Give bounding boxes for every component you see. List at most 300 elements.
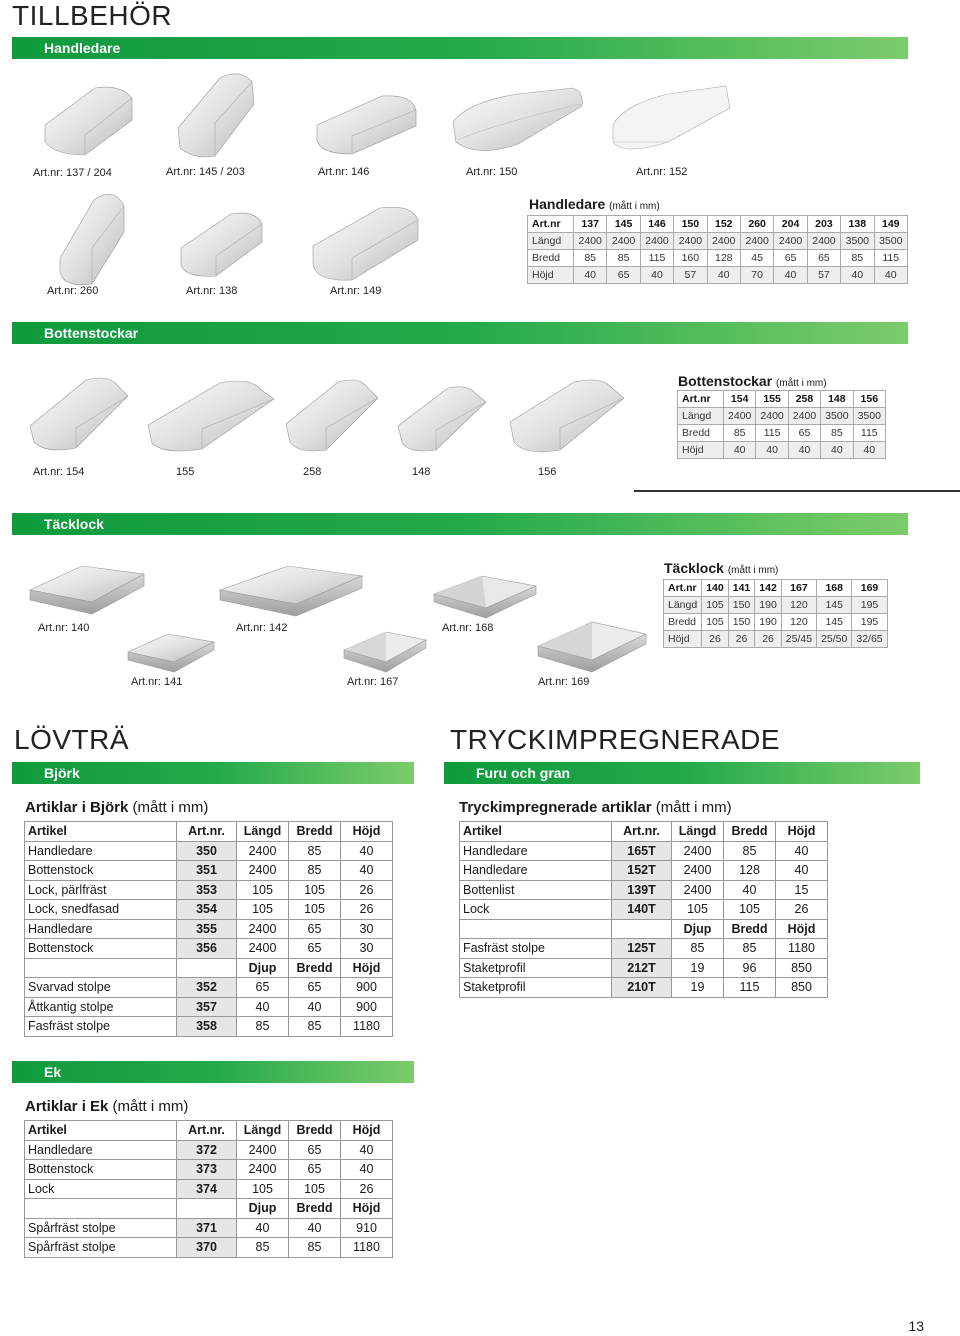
table-cell: 57: [674, 267, 707, 284]
artnr-cell: 350: [177, 841, 237, 861]
width-cell: Bredd: [724, 822, 776, 842]
table-row: [460, 939, 828, 959]
width-cell: 65: [289, 919, 341, 939]
artnr-cell: 165T: [612, 841, 672, 861]
bjork-articles-table: [24, 821, 393, 1037]
table-cell: 25/45: [781, 631, 816, 648]
width-cell: 65: [289, 1140, 341, 1160]
table-header-row: [678, 391, 886, 408]
table-cell: 115: [853, 425, 885, 442]
table-row: [460, 880, 828, 900]
width-cell: Bredd: [289, 1199, 341, 1219]
table-cell: 137: [574, 216, 607, 233]
table-row: [678, 408, 886, 425]
table-cell: 140: [702, 580, 729, 597]
artnr-cell: 354: [177, 900, 237, 920]
width-cell: 85: [289, 1017, 341, 1037]
row-label: Höjd: [664, 631, 702, 648]
article-cell: Bottenstock: [25, 939, 177, 959]
caption-art-150: Art.nr: 150: [466, 166, 518, 178]
table-row: [528, 233, 908, 250]
table-row: [25, 1140, 393, 1160]
artnr-cell: 351: [177, 861, 237, 881]
article-cell: Lock, pärlfräst: [25, 880, 177, 900]
height-cell: 910: [341, 1218, 393, 1238]
table-header-row: [25, 822, 393, 842]
table-cell: 2400: [674, 233, 707, 250]
section-bar-ek: Ek: [12, 1061, 414, 1083]
artnr-cell: 374: [177, 1179, 237, 1199]
handrail-profile-image: [176, 206, 268, 282]
table-cell: 26: [702, 631, 729, 648]
length-cell: 85: [237, 1238, 289, 1258]
article-cell: Handledare: [25, 1140, 177, 1160]
table-cell: 105: [702, 614, 729, 631]
bottom-rail-image: [506, 374, 628, 458]
tryck-table-title: Tryckimpregnerade artiklar (mått i mm): [459, 799, 732, 816]
height-cell: 40: [341, 1160, 393, 1180]
caption-art-168: Art.nr: 168: [442, 622, 494, 634]
table-cell: 152: [707, 216, 740, 233]
row-label: Höjd: [528, 267, 574, 284]
caption-art-140: Art.nr: 140: [38, 622, 90, 634]
table-cell: 115: [756, 425, 788, 442]
article-cell: Artikel: [25, 822, 177, 842]
height-cell: 850: [776, 978, 828, 998]
artnr-cell: [612, 919, 672, 939]
table-row: [25, 841, 393, 861]
height-cell: 26: [341, 900, 393, 920]
article-cell: Handledare: [25, 841, 177, 861]
length-cell: 2400: [237, 861, 289, 881]
table-cell: 155: [756, 391, 788, 408]
table-row: [460, 958, 828, 978]
handrail-profile-image: [312, 90, 422, 160]
table-cell: 195: [852, 597, 887, 614]
caption-art-141: Art.nr: 141: [131, 676, 183, 688]
artnr-cell: 370: [177, 1238, 237, 1258]
length-cell: Längd: [237, 822, 289, 842]
table-row: [460, 978, 828, 998]
article-cell: Lock: [460, 900, 612, 920]
length-cell: 85: [237, 1017, 289, 1037]
table-cell: 128: [707, 250, 740, 267]
artnr-cell: Art.nr.: [177, 822, 237, 842]
article-cell: [460, 919, 612, 939]
table-cell: 65: [607, 267, 640, 284]
table-row: [460, 861, 828, 881]
length-cell: 105: [672, 900, 724, 920]
table-row: [25, 900, 393, 920]
caption-art-260: Art.nr: 260: [47, 285, 99, 297]
table-cell: 65: [774, 250, 807, 267]
table-cell: 26: [755, 631, 782, 648]
bjork-table-title: Artiklar i Björk (mått i mm): [25, 799, 209, 816]
caption-art-167: Art.nr: 167: [347, 676, 399, 688]
article-cell: Handledare: [460, 861, 612, 881]
width-cell: Bredd: [289, 822, 341, 842]
length-cell: 2400: [672, 880, 724, 900]
tacklock-spec-table: [663, 579, 888, 648]
length-cell: 2400: [672, 841, 724, 861]
width-cell: 40: [724, 880, 776, 900]
article-cell: Svarvad stolpe: [25, 978, 177, 998]
length-cell: 2400: [237, 841, 289, 861]
article-cell: Fasfräst stolpe: [460, 939, 612, 959]
length-cell: 19: [672, 978, 724, 998]
length-cell: 19: [672, 958, 724, 978]
height-cell: Höjd: [341, 1199, 393, 1219]
height-cell: 1180: [341, 1017, 393, 1037]
table-cell: 2400: [724, 408, 756, 425]
width-cell: Bredd: [289, 958, 341, 978]
height-cell: Höjd: [341, 958, 393, 978]
table-cell: 148: [821, 391, 853, 408]
table-cell: 160: [674, 250, 707, 267]
width-cell: 105: [724, 900, 776, 920]
length-cell: Längd: [237, 1121, 289, 1141]
height-cell: Höjd: [341, 822, 393, 842]
table-cell: 65: [788, 425, 820, 442]
divider-line: [634, 490, 960, 492]
table-cell: 26: [728, 631, 755, 648]
height-cell: 40: [776, 861, 828, 881]
height-cell: 26: [341, 880, 393, 900]
bottom-rail-image: [26, 372, 138, 456]
table-cell: 156: [853, 391, 885, 408]
bottenstockar-table-title: Bottenstockar (mått i mm): [678, 373, 827, 389]
table-cell: 3500: [821, 408, 853, 425]
article-cell: Lock, snedfasad: [25, 900, 177, 920]
table-cell: 260: [740, 216, 773, 233]
table-cell: 2400: [740, 233, 773, 250]
article-cell: Artikel: [460, 822, 612, 842]
table-cell: 141: [728, 580, 755, 597]
row-label: Art.nr: [678, 391, 724, 408]
height-cell: Höjd: [776, 822, 828, 842]
table-cell: 40: [874, 267, 907, 284]
height-cell: 40: [341, 841, 393, 861]
length-cell: 2400: [237, 919, 289, 939]
table-cell: 145: [607, 216, 640, 233]
table-cell: 3500: [841, 233, 874, 250]
table-cell: 138: [841, 216, 874, 233]
width-cell: 40: [289, 1218, 341, 1238]
tacklock-table-title: Täcklock (mått i mm): [664, 560, 779, 576]
length-cell: 2400: [237, 1160, 289, 1180]
bottom-rail-image: [144, 375, 284, 459]
row-label: Bredd: [678, 425, 724, 442]
caption-art-149: Art.nr: 149: [330, 285, 382, 297]
table-cell: 45: [740, 250, 773, 267]
width-cell: 65: [289, 939, 341, 959]
table-cell: 57: [807, 267, 840, 284]
caption-155: 155: [176, 466, 195, 478]
table-cell: 40: [756, 442, 788, 459]
row-label: Längd: [528, 233, 574, 250]
width-cell: Bredd: [724, 919, 776, 939]
width-cell: 128: [724, 861, 776, 881]
table-cell: 154: [724, 391, 756, 408]
handrail-profile-image: [54, 188, 134, 288]
table-row: [25, 939, 393, 959]
table-row: [25, 880, 393, 900]
artnr-cell: 356: [177, 939, 237, 959]
caption-art-152: Art.nr: 152: [636, 166, 688, 178]
cap-lid-image: [124, 630, 218, 678]
table-header-row: [25, 1121, 393, 1141]
length-cell: 105: [237, 880, 289, 900]
page-number: 13: [908, 1318, 924, 1334]
table-cell: 2400: [788, 408, 820, 425]
section-bar-furu-och-gran: Furu och gran: [444, 762, 920, 784]
bottenstockar-spec-table: [677, 390, 886, 459]
height-cell: 40: [341, 861, 393, 881]
table-cell: 167: [781, 580, 816, 597]
table-cell: 2400: [640, 233, 673, 250]
table-cell: 3500: [874, 233, 907, 250]
caption-art-145-203: Art.nr: 145 / 203: [166, 166, 245, 178]
artnr-cell: 210T: [612, 978, 672, 998]
height-cell: Höjd: [341, 1121, 393, 1141]
caption-156: 156: [538, 466, 557, 478]
table-cell: 115: [640, 250, 673, 267]
table-header-row: [25, 1199, 393, 1219]
table-row: [25, 1017, 393, 1037]
table-cell: 145: [817, 597, 852, 614]
table-row: [25, 919, 393, 939]
table-row: [25, 1218, 393, 1238]
artnr-cell: 352: [177, 978, 237, 998]
ek-table-title: Artiklar i Ek (mått i mm): [25, 1098, 189, 1115]
table-row: [25, 978, 393, 998]
table-cell: 85: [841, 250, 874, 267]
artnr-cell: 125T: [612, 939, 672, 959]
article-cell: Handledare: [25, 919, 177, 939]
length-cell: 2400: [237, 939, 289, 959]
table-cell: 258: [788, 391, 820, 408]
table-cell: 2400: [756, 408, 788, 425]
table-cell: 169: [852, 580, 887, 597]
length-cell: Längd: [672, 822, 724, 842]
length-cell: 40: [237, 997, 289, 1017]
article-cell: Staketprofil: [460, 978, 612, 998]
table-cell: 105: [702, 597, 729, 614]
handrail-profile-image: [40, 80, 140, 160]
height-cell: 26: [341, 1179, 393, 1199]
caption-art-138: Art.nr: 138: [186, 285, 238, 297]
table-cell: 204: [774, 216, 807, 233]
width-cell: 85: [724, 939, 776, 959]
artnr-cell: 373: [177, 1160, 237, 1180]
table-cell: 65: [807, 250, 840, 267]
table-cell: 40: [774, 267, 807, 284]
table-cell: 190: [755, 597, 782, 614]
width-cell: 85: [724, 841, 776, 861]
table-row: [25, 997, 393, 1017]
table-header-row: [460, 919, 828, 939]
table-cell: 120: [781, 597, 816, 614]
table-cell: 150: [674, 216, 707, 233]
table-header-row: [460, 822, 828, 842]
section-bar-bottenstockar: Bottenstockar: [12, 322, 908, 344]
tryck-heading: TRYCKIMPREGNERADE: [450, 724, 781, 755]
height-cell: 15: [776, 880, 828, 900]
height-cell: 30: [341, 919, 393, 939]
section-bar-handledare: Handledare: [12, 37, 908, 59]
artnr-cell: 140T: [612, 900, 672, 920]
table-row: [25, 1179, 393, 1199]
length-cell: 2400: [672, 861, 724, 881]
row-label: Bredd: [664, 614, 702, 631]
table-cell: 203: [807, 216, 840, 233]
table-row: [664, 631, 888, 648]
article-cell: Handledare: [460, 841, 612, 861]
pyramid-cap-image: [428, 572, 540, 626]
artnr-cell: 212T: [612, 958, 672, 978]
cap-lid-image: [216, 562, 366, 622]
table-cell: 85: [821, 425, 853, 442]
article-cell: Spårfräst stolpe: [25, 1218, 177, 1238]
length-cell: 105: [237, 1179, 289, 1199]
table-cell: 40: [788, 442, 820, 459]
table-cell: 149: [874, 216, 907, 233]
length-cell: Djup: [237, 958, 289, 978]
table-row: [664, 597, 888, 614]
table-cell: 146: [640, 216, 673, 233]
length-cell: 85: [672, 939, 724, 959]
handledare-spec-table: [527, 215, 908, 284]
width-cell: 40: [289, 997, 341, 1017]
article-cell: Bottenstock: [25, 861, 177, 881]
pyramid-cap-image: [534, 616, 650, 678]
artnr-cell: 152T: [612, 861, 672, 881]
section-bar-bjork: Björk: [12, 762, 414, 784]
height-cell: 30: [341, 939, 393, 959]
height-cell: 1180: [776, 939, 828, 959]
caption-258: 258: [303, 466, 322, 478]
lovtra-heading: LÖVTRÄ: [14, 724, 130, 755]
article-cell: [25, 1199, 177, 1219]
article-cell: Spårfräst stolpe: [25, 1238, 177, 1258]
artnr-cell: 357: [177, 997, 237, 1017]
table-cell: 142: [755, 580, 782, 597]
article-cell: Bottenstock: [25, 1160, 177, 1180]
table-cell: 150: [728, 614, 755, 631]
table-row: [460, 900, 828, 920]
length-cell: 65: [237, 978, 289, 998]
artnr-cell: 358: [177, 1017, 237, 1037]
article-cell: Staketprofil: [460, 958, 612, 978]
row-label: Höjd: [678, 442, 724, 459]
table-row: [25, 861, 393, 881]
section-bar-tacklock: Täcklock: [12, 513, 908, 535]
bottom-rail-image: [394, 380, 494, 458]
row-label: Längd: [678, 408, 724, 425]
height-cell: 40: [776, 841, 828, 861]
artnr-cell: Art.nr.: [612, 822, 672, 842]
handledare-table-title: Handledare (mått i mm): [529, 196, 660, 212]
article-cell: Åttkantig stolpe: [25, 997, 177, 1017]
table-cell: 40: [821, 442, 853, 459]
article-cell: [25, 958, 177, 978]
height-cell: 900: [341, 997, 393, 1017]
length-cell: 105: [237, 900, 289, 920]
table-header-row: [528, 216, 908, 233]
pyramid-cap-image: [340, 624, 430, 678]
width-cell: 105: [289, 1179, 341, 1199]
table-cell: 150: [728, 597, 755, 614]
table-cell: 40: [707, 267, 740, 284]
bottom-rail-image: [282, 372, 384, 458]
tryck-articles-table: [459, 821, 828, 998]
table-cell: 168: [817, 580, 852, 597]
table-cell: 120: [781, 614, 816, 631]
page-title: TILLBEHÖR: [12, 0, 173, 31]
table-row: [664, 614, 888, 631]
table-row: [25, 1238, 393, 1258]
table-cell: 2400: [607, 233, 640, 250]
table-cell: 2400: [807, 233, 840, 250]
handrail-profile-image: [608, 80, 736, 160]
width-cell: 65: [289, 978, 341, 998]
handrail-profile-image: [448, 82, 588, 162]
width-cell: 105: [289, 900, 341, 920]
width-cell: 85: [289, 841, 341, 861]
width-cell: 85: [289, 1238, 341, 1258]
table-cell: 40: [640, 267, 673, 284]
row-label: Art.nr: [664, 580, 702, 597]
width-cell: 96: [724, 958, 776, 978]
handrail-profile-image: [170, 68, 260, 164]
table-cell: 145: [817, 614, 852, 631]
caption-art-169: Art.nr: 169: [538, 676, 590, 688]
caption-art-142: Art.nr: 142: [236, 622, 288, 634]
artnr-cell: 371: [177, 1218, 237, 1238]
table-cell: 40: [853, 442, 885, 459]
height-cell: Höjd: [776, 919, 828, 939]
length-cell: 2400: [237, 1140, 289, 1160]
height-cell: 900: [341, 978, 393, 998]
width-cell: 85: [289, 861, 341, 881]
length-cell: 40: [237, 1218, 289, 1238]
table-row: [678, 425, 886, 442]
artnr-cell: 372: [177, 1140, 237, 1160]
width-cell: Bredd: [289, 1121, 341, 1141]
length-cell: Djup: [237, 1199, 289, 1219]
table-cell: 3500: [853, 408, 885, 425]
artnr-cell: 355: [177, 919, 237, 939]
table-cell: 2400: [574, 233, 607, 250]
caption-art-137-204: Art.nr: 137 / 204: [33, 167, 112, 179]
artnr-cell: [177, 1199, 237, 1219]
table-cell: 2400: [774, 233, 807, 250]
table-row: [460, 841, 828, 861]
table-cell: 115: [874, 250, 907, 267]
table-cell: 40: [841, 267, 874, 284]
handrail-profile-image: [308, 200, 424, 286]
height-cell: 1180: [341, 1238, 393, 1258]
artnr-cell: 139T: [612, 880, 672, 900]
table-cell: 190: [755, 614, 782, 631]
table-cell: 2400: [707, 233, 740, 250]
length-cell: Djup: [672, 919, 724, 939]
table-cell: 32/65: [852, 631, 887, 648]
artnr-cell: 353: [177, 880, 237, 900]
table-cell: 85: [724, 425, 756, 442]
table-cell: 85: [574, 250, 607, 267]
table-row: [528, 267, 908, 284]
